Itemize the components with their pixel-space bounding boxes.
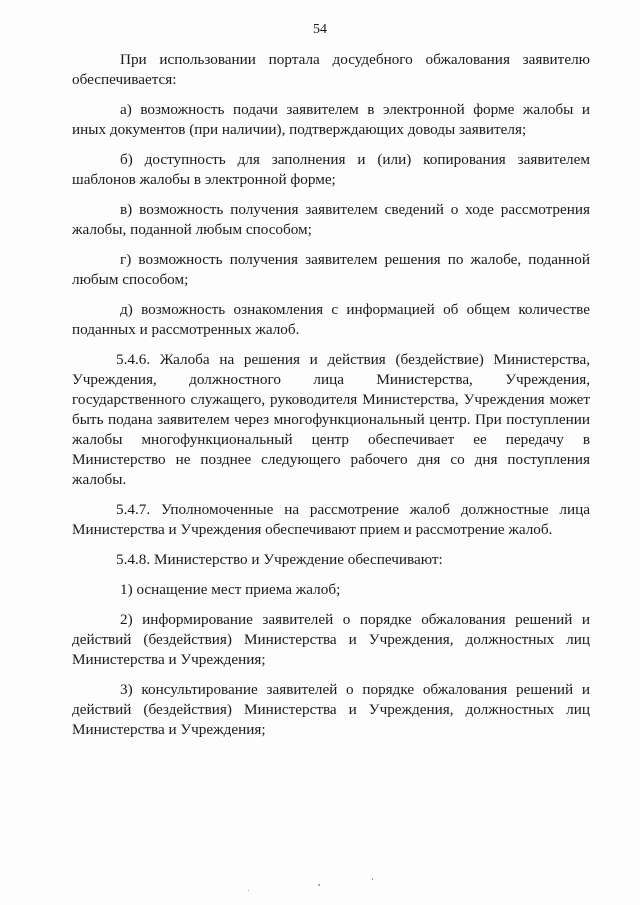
clause-5-4-7: 5.4.7. Уполномоченные на рассмотрение жалоб должностные лица Министерства и Учреждения обеспечивают прием и рассмотрение жалоб. bbox=[72, 501, 590, 538]
list-item-a: а) возможность подачи заявителем в электронной форме жалобы и иных документов (при наличии), подтверждающих доводы заявителя; bbox=[72, 101, 590, 138]
scan-speck bbox=[248, 890, 249, 891]
document-body bbox=[72, 50, 590, 750]
clause-5-4-8: 5.4.8. Министерство и Учреждение обеспечивают: bbox=[116, 551, 443, 568]
clause-5-4-6: 5.4.6. Жалоба на решения и действия (бездействие) Министерства, Учреждения, должностного лица Министерства, Учреждения, государственного служащего, руководителя Министерства, Учреждения может быть подана заявителем через многофункциональный центр. При поступлении жалобы многофункциональный центр обеспечивает ее передачу в Министерство не позднее следующего рабочего дня со дня поступления жалобы. bbox=[72, 351, 590, 488]
scan-speck bbox=[318, 884, 320, 886]
list-item-b: б) доступность для заполнения и (или) копирования заявителем шаблонов жалобы в электронной форме; bbox=[72, 151, 590, 188]
scan-speck bbox=[372, 878, 373, 880]
list-item-1: 1) оснащение мест приема жалоб; bbox=[120, 581, 341, 598]
list-item-v: в) возможность получения заявителем сведений о ходе рассмотрения жалобы, поданной любым способом; bbox=[72, 201, 590, 238]
page-number: 54 bbox=[313, 22, 327, 37]
list-item-3: 3) консультирование заявителей о порядке обжалования решений и действий (бездействия) Министерства и Учреждения, должностных лиц Министерства и Учреждения; bbox=[72, 681, 590, 738]
list-item-2: 2) информирование заявителей о порядке обжалования решений и действий (бездействия) Министерства и Учреждения, должностных лиц Министерства и Учреждения; bbox=[72, 611, 590, 668]
list-item-g: г) возможность получения заявителем решения по жалобе, поданной любым способом; bbox=[72, 251, 590, 288]
paragraph-intro: При использовании портала досудебного обжалования заявителю обеспечивается: bbox=[72, 51, 590, 88]
list-item-d: д) возможность ознакомления с информацией об общем количестве поданных и рассмотренных жалоб. bbox=[72, 301, 590, 338]
